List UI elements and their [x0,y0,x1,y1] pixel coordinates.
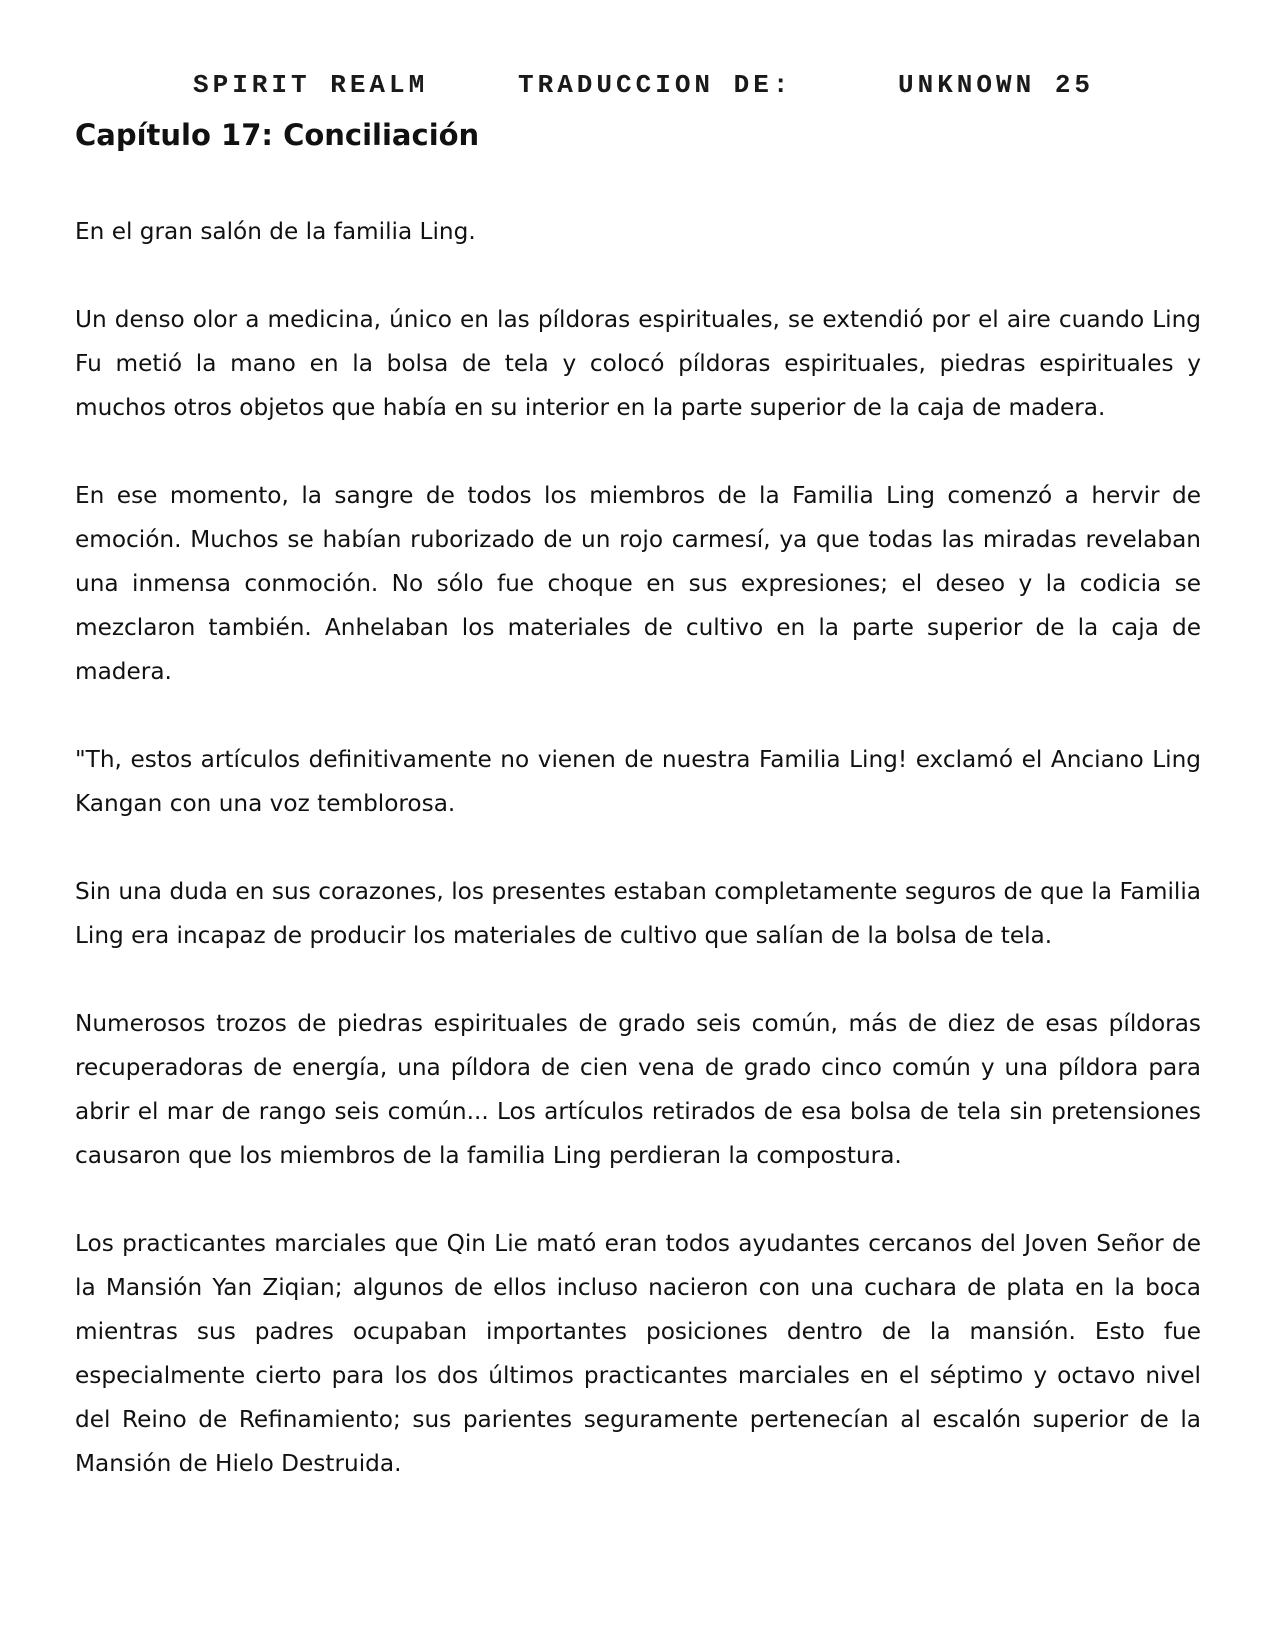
paragraph: Los practicantes marciales que Qin Lie mató eran todos ayudantes cercanos del Joven Señor de la Mansión Yan Ziqian; algunos de ellos incluso nacieron con una cuchara de plata en la boca mientras sus padres ocupaban importantes posiciones dentro de la mansión. Esto fue especialmente cierto para los dos últimos practicantes marciales en el séptimo y octavo nivel del Reino de Refinamiento; sus parientes seguramente pertenecían al escalón superior de la Mansión de Hielo Destruida. [75,1230,1201,1477]
paragraph: Sin una duda en sus corazones, los presentes estaban completamente seguros de que la Familia Ling era incapaz de producir los materiales de cultivo que salían de la bolsa de tela. [75,878,1201,949]
paragraph: Numerosos trozos de piedras espirituales de grado seis común, más de diez de esas píldoras recuperadoras de energía, una píldora de cien vena de grado cinco común y una píldora para abrir el mar de rango seis común... Los artículos retirados de esa bolsa de tela sin pretensiones causaron que los miembros de la familia Ling perdieran la compostura. [75,1010,1201,1169]
running-header [0,70,1275,110]
paragraph: En ese momento, la sangre de todos los miembros de la Familia Ling comenzó a hervir de emoción. Muchos se habían ruborizado de un rojo carmesí, ya que todas las miradas revelaban una inmensa conmoción. No sólo fue choque en sus expresiones; el deseo y la codicia se mezclaron también. Anhelaban los materiales de cultivo en la parte superior de la caja de madera. [75,482,1201,685]
header-translation-label: TRADUCCION DE: [518,70,793,100]
header-series-title: SPIRIT REALM [193,70,429,100]
chapter-title: Capítulo 17: Conciliación [75,118,480,152]
paragraph: En el gran salón de la familia Ling. [75,218,476,245]
paragraph: "Th, estos artículos definitivamente no vienen de nuestra Familia Ling! exclamó el Anciano Ling Kangan con una voz temblorosa. [75,746,1201,817]
chapter-body [75,210,1201,1530]
paragraph: Un denso olor a medicina, único en las píldoras espirituales, se extendió por el aire cuando Ling Fu metió la mano en la bolsa de tela y colocó píldoras espirituales, piedras espirituales y muchos otros objetos que había en su interior en la parte superior de la caja de madera. [75,306,1201,421]
header-translator-name: UNKNOWN 25 [898,70,1095,100]
